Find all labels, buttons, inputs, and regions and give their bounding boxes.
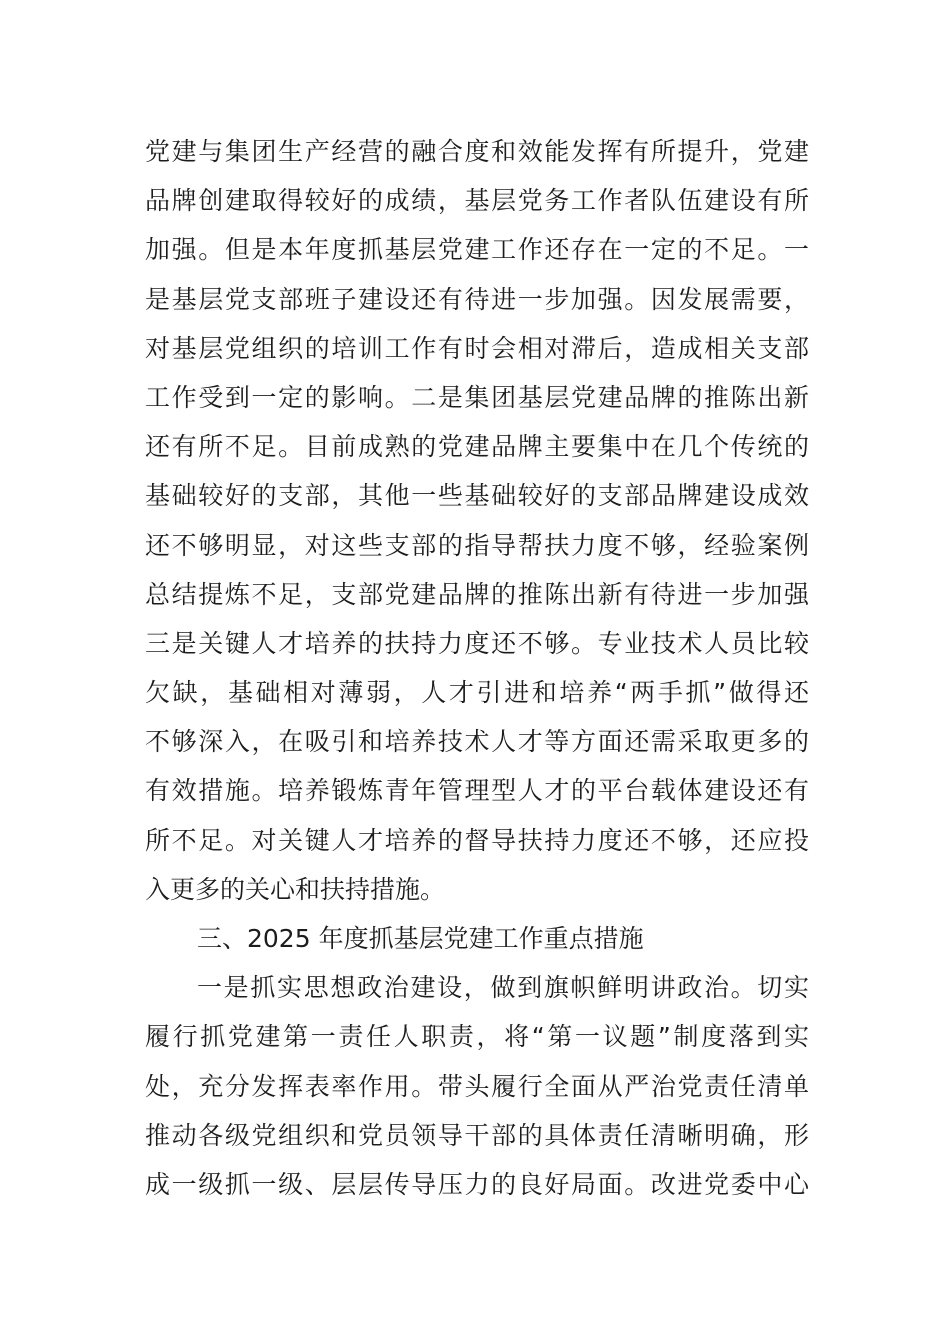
body-line: 工作受到一定的影响。二是集团基层党建品牌的推陈出新 xyxy=(145,382,809,412)
body-line: 还不够明显，对这些支部的指导帮扶力度不够，经验案例 xyxy=(145,530,809,560)
body-line: 不够深入，在吸引和培养技术人才等方面还需采取更多的 xyxy=(145,727,809,757)
body-line: 欠缺，基础相对薄弱，人才引进和培养“两手抓”做得还 xyxy=(145,678,809,708)
body-line: 对基层党组织的培训工作有时会相对滞后，造成相关支部 xyxy=(145,333,809,363)
body-line: 有效措施。培养锻炼青年管理型人才的平台载体建设还有 xyxy=(145,776,809,806)
body-line: 履行抓党建第一责任人职责，将“第一议题”制度落到实 xyxy=(145,1022,809,1052)
paragraph-first-line: 一是抓实思想政治建设，做到旗帜鲜明讲政治。切实 xyxy=(197,973,809,1003)
body-line: 基础较好的支部，其他一些基础较好的支部品牌建设成效 xyxy=(145,481,809,511)
body-line: 党建与集团生产经营的融合度和效能发挥有所提升，党建 xyxy=(145,137,809,166)
body-line: 所不足。对关键人才培养的督导扶持力度还不够，还应投 xyxy=(145,825,809,855)
body-line: 处，充分发挥表率作用。带头履行全面从严治党责任清单 xyxy=(145,1071,809,1101)
body-line: 推动各级党组织和党员领导干部的具体责任清晰明确，形 xyxy=(145,1120,809,1150)
body-line: 品牌创建取得较好的成绩，基层党务工作者队伍建设有所 xyxy=(145,186,809,216)
body-line: 还有所不足。目前成熟的党建品牌主要集中在几个传统的 xyxy=(145,432,809,462)
paragraph-end-line: 入更多的关心和扶持措施。 xyxy=(145,874,446,904)
document-body xyxy=(145,127,809,1209)
body-line: 三是关键人才培养的扶持力度还不够。专业技术人员比较 xyxy=(145,628,809,658)
body-line: 总结提炼不足，支部党建品牌的推陈出新有待进一步加强 xyxy=(145,579,809,609)
body-line: 加强。但是本年度抓基层党建工作还存在一定的不足。一 xyxy=(145,235,809,265)
body-line: 是基层党支部班子建设还有待进一步加强。因发展需要， xyxy=(145,284,809,314)
body-line: 成一级抓一级、层层传导压力的良好局面。改进党委中心 xyxy=(145,1169,809,1199)
section-heading: 三、2025 年度抓基层党建工作重点措施 xyxy=(197,924,644,953)
